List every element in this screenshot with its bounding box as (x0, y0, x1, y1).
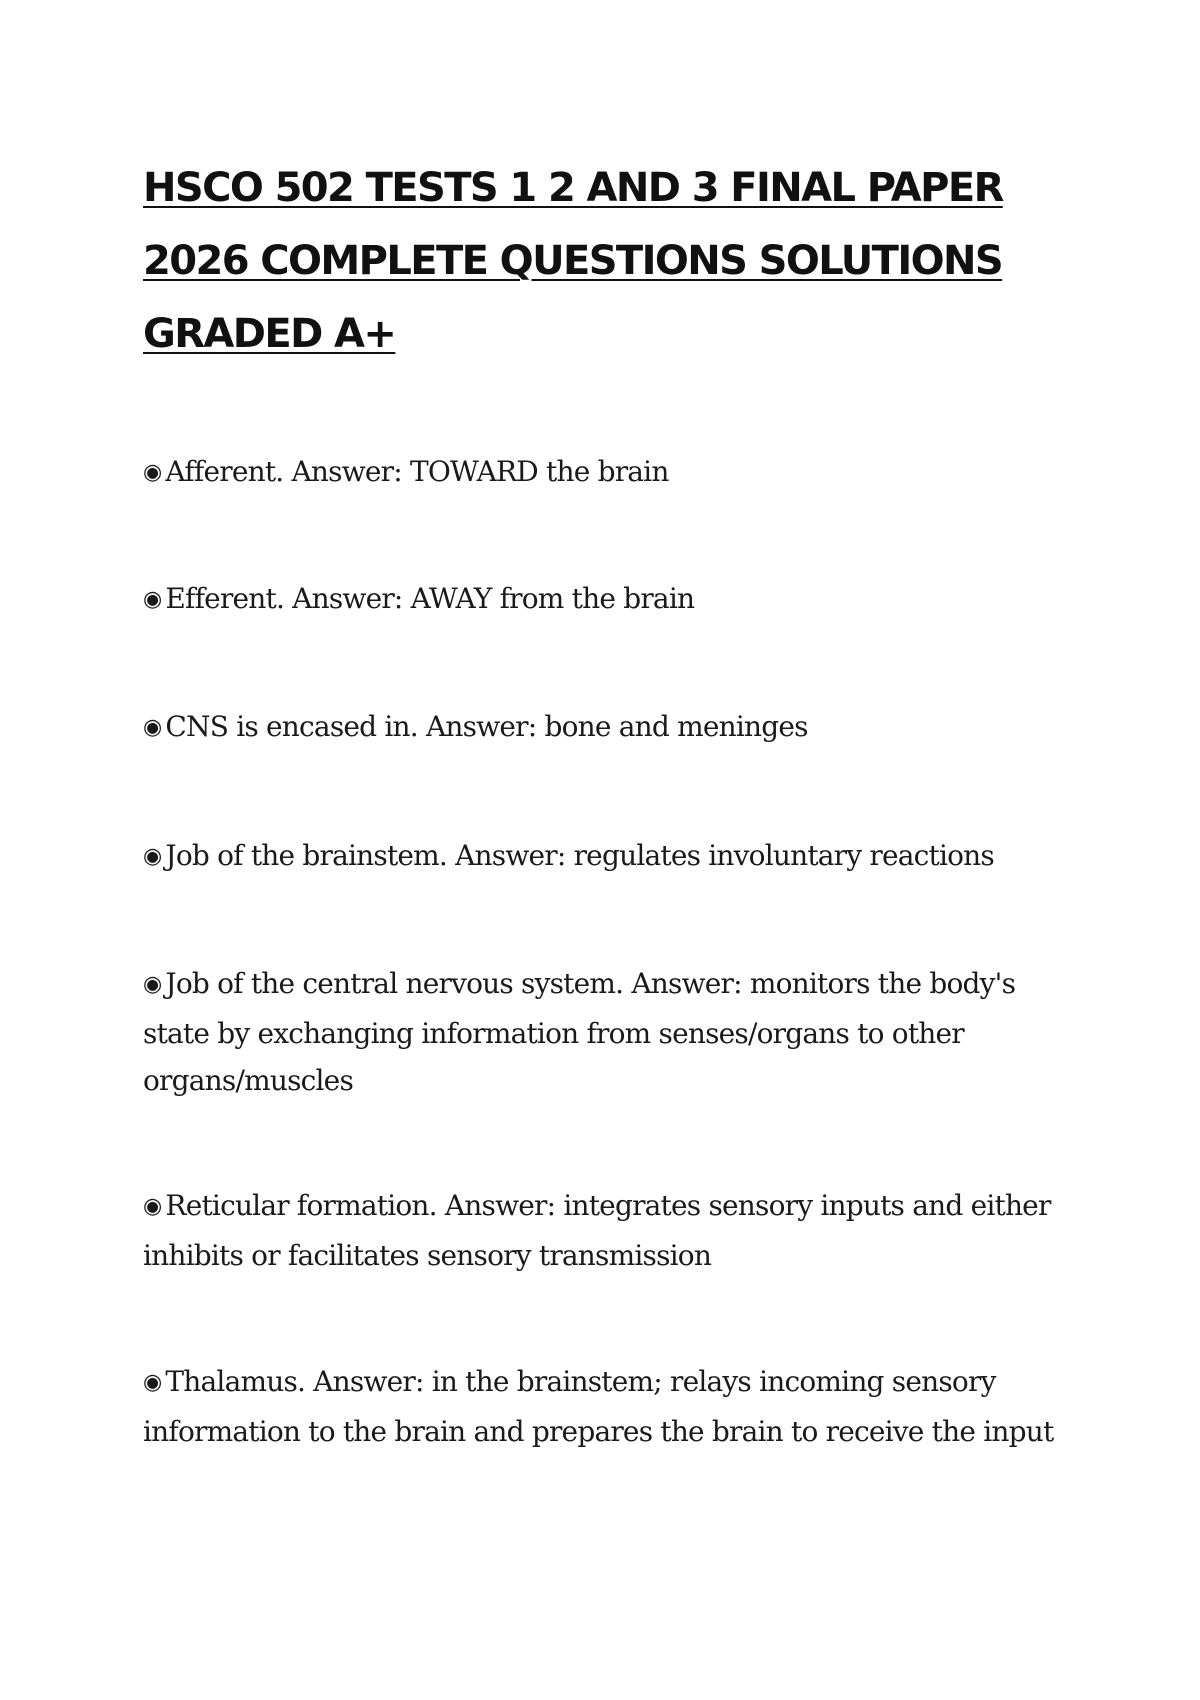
document-title: HSCO 502 TESTS 1 2 AND 3 FINAL PAPER 2026 COMPLETE QUESTIONS SOLUTIONS GRADED A+ (143, 165, 1003, 357)
radio-bullet-icon: ◉ (143, 1370, 162, 1395)
qa-item-efferent (143, 575, 1063, 625)
qa-item-reticular-formation (143, 1182, 1063, 1279)
qa-item-afferent (143, 448, 1063, 498)
qa-item-thalamus (143, 1358, 1063, 1455)
radio-bullet-icon: ◉ (143, 587, 162, 612)
qa-item-cns (143, 703, 1063, 753)
radio-bullet-icon: ◉ (143, 460, 162, 485)
qa-item-text: Thalamus. Answer: in the brainstem; relays incoming sensory information to the brain and prepares the brain to receive the input (143, 1365, 1054, 1448)
radio-bullet-icon: ◉ (143, 972, 162, 997)
radio-bullet-icon: ◉ (143, 844, 162, 869)
qa-item-brainstem (143, 832, 1063, 882)
qa-item-text: Job of the central nervous system. Answer: monitors the body's state by exchanging information from senses/organs to other organs/muscles (143, 967, 1016, 1097)
radio-bullet-icon: ◉ (143, 715, 162, 740)
radio-bullet-icon: ◉ (143, 1194, 162, 1219)
qa-item-text: Job of the brainstem. Answer: regulates involuntary reactions (165, 839, 994, 872)
qa-item-text: CNS is encased in. Answer: bone and meninges (165, 710, 808, 743)
qa-item-text: Efferent. Answer: AWAY from the brain (165, 582, 695, 615)
qa-item-central-nervous-system (143, 960, 1063, 1104)
qa-item-text: Afferent. Answer: TOWARD the brain (165, 455, 669, 488)
qa-item-text: Reticular formation. Answer: integrates sensory inputs and either inhibits or facilitates sensory transmission (143, 1189, 1051, 1272)
